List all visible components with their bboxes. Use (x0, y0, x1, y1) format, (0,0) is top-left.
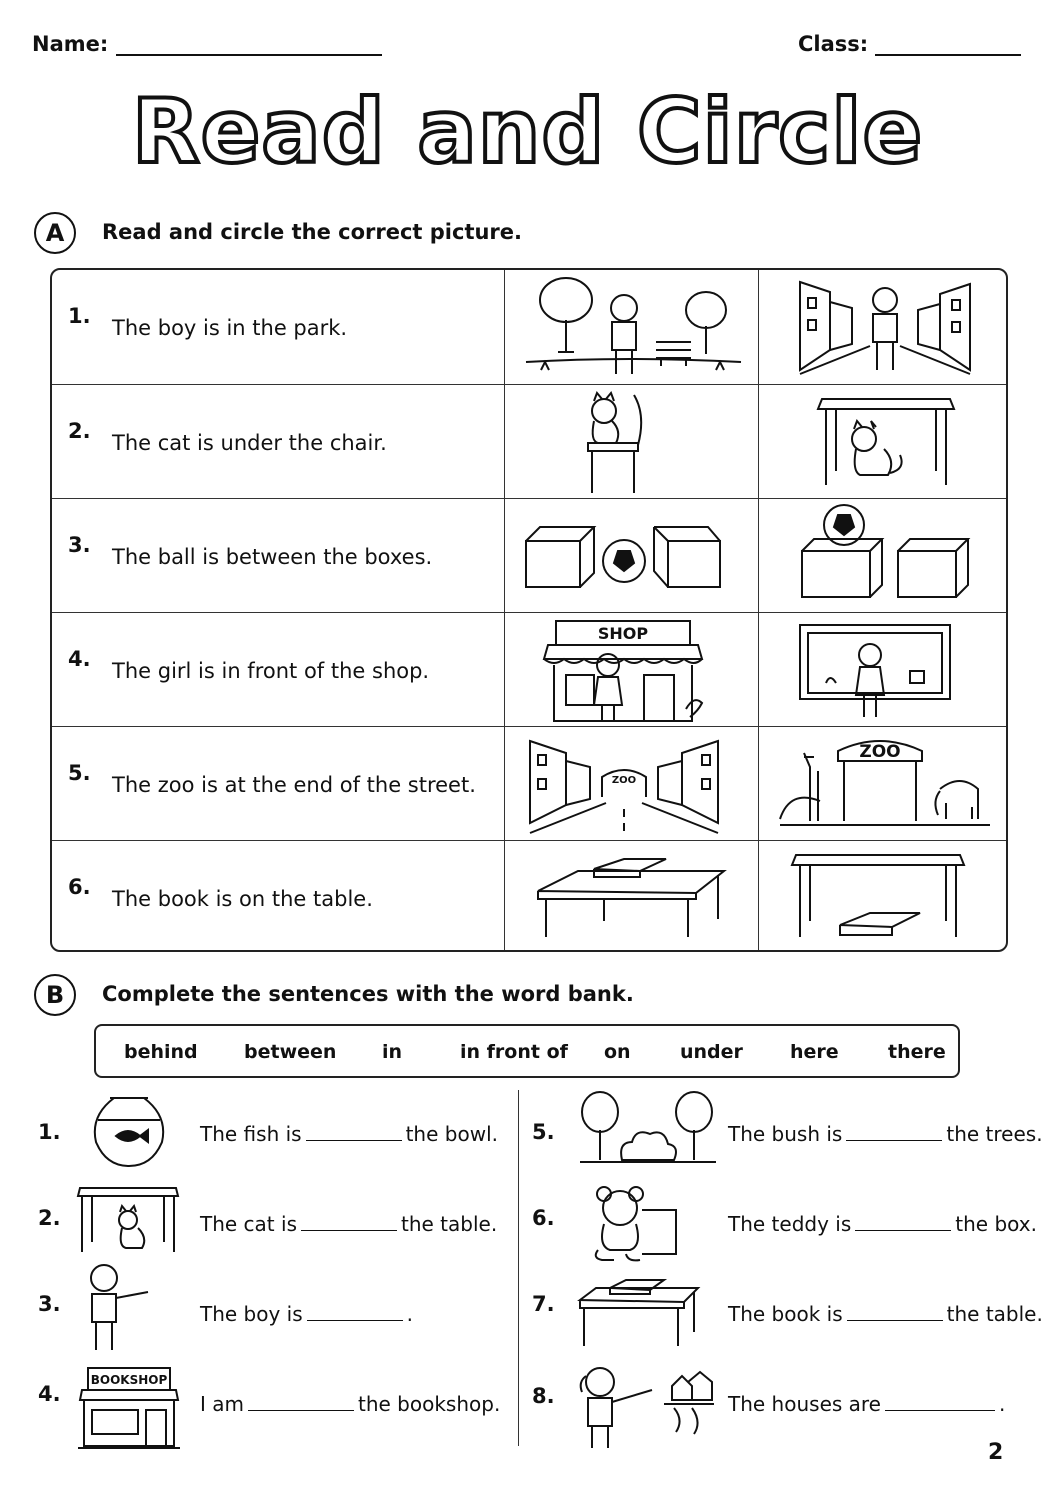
sentence-b-8: The houses are . (728, 1392, 1006, 1416)
page-number: 2 (988, 1440, 1004, 1465)
street-picture[interactable] (760, 270, 1010, 382)
word-bank-item: in front of (460, 1041, 568, 1063)
column-divider (518, 1090, 519, 1446)
book-on-table-picture[interactable] (506, 841, 756, 953)
cat-under-table-small-picture (76, 1178, 182, 1254)
sentence-b-3: The boy is . (200, 1302, 414, 1326)
sentence-b-6: The teddy is the box. (728, 1212, 1037, 1236)
answer-blank[interactable] (306, 1122, 402, 1141)
answer-blank[interactable] (855, 1212, 951, 1231)
bookshop-sign: BOOKSHOP (90, 1373, 168, 1387)
name-field[interactable] (116, 54, 382, 56)
answer-blank[interactable] (847, 1302, 943, 1321)
zoo-gate-sign: ZOO (859, 742, 901, 762)
class-label: Class: (798, 32, 869, 56)
teddy-and-box-picture (590, 1184, 680, 1264)
section-a-instruction: Read and circle the correct picture. (102, 220, 523, 244)
table-row: 3. The ball is between the boxes. (52, 498, 1006, 613)
word-bank (94, 1024, 960, 1078)
sentence-b-5: The bush is the trees. (728, 1122, 1043, 1146)
zoo-sign-small: ZOO (611, 775, 637, 786)
word-bank-item: under (680, 1041, 743, 1063)
zoo-at-end-of-street-picture[interactable] (506, 727, 756, 839)
word-bank-item: between (244, 1041, 337, 1063)
name-label: Name: (32, 32, 109, 56)
girl-pointing-at-houses-picture (576, 1360, 716, 1450)
word-bank-item: on (604, 1041, 631, 1063)
sentence-b-7: The book is the table. (728, 1302, 1043, 1326)
table-row: 6. The book is on the table. (52, 840, 1006, 955)
park-picture[interactable] (506, 270, 756, 382)
boy-pointing-picture (80, 1260, 152, 1352)
section-b-badge: B (34, 974, 76, 1016)
bookshop-picture (78, 1364, 180, 1450)
word-bank-item: there (888, 1041, 946, 1063)
answer-blank[interactable] (307, 1302, 403, 1321)
fish-bowl-picture (86, 1090, 172, 1170)
bush-between-trees-picture (580, 1088, 716, 1168)
shop-sign: SHOP (597, 624, 649, 643)
page-title: Read and Circle (131, 80, 924, 183)
answer-blank[interactable] (846, 1122, 942, 1141)
word-bank-item: in (382, 1041, 403, 1063)
book-on-table-small-picture (576, 1276, 702, 1352)
sentence-b-2: The cat is the table. (200, 1212, 498, 1236)
table-row: 4. The girl is in front of the shop. SHOP (52, 612, 1006, 727)
section-a-badge: A (34, 212, 76, 254)
answer-blank[interactable] (301, 1212, 397, 1231)
ball-on-box-picture[interactable] (760, 499, 1010, 611)
sentence-b-1: The fish is the bowl. (200, 1122, 498, 1146)
book-under-table-picture[interactable] (760, 841, 1010, 953)
answer-blank[interactable] (885, 1392, 995, 1411)
zoo-gate-picture[interactable] (760, 727, 1010, 839)
sentence-b-4: I am the bookshop. (200, 1392, 501, 1416)
word-bank-item: behind (124, 1041, 198, 1063)
word-bank-item: here (790, 1041, 839, 1063)
cat-on-chair-picture[interactable] (506, 385, 756, 497)
ball-between-boxes-picture[interactable] (506, 499, 756, 611)
table-row: 5. The zoo is at the end of the street. ZOO ZOO (52, 726, 1006, 841)
answer-blank[interactable] (248, 1392, 354, 1411)
table-row: 2. The cat is under the chair. (52, 384, 1006, 499)
girl-in-shop-picture[interactable] (760, 613, 1010, 725)
class-field[interactable] (875, 54, 1021, 56)
section-b-instruction: Complete the sentences with the word bank. (102, 982, 634, 1006)
girl-in-front-of-shop-picture[interactable] (506, 613, 756, 725)
table-row: 1. The boy is in the park. (52, 270, 1006, 384)
cat-under-table-picture[interactable] (760, 385, 1010, 497)
picture-table (50, 268, 1008, 952)
